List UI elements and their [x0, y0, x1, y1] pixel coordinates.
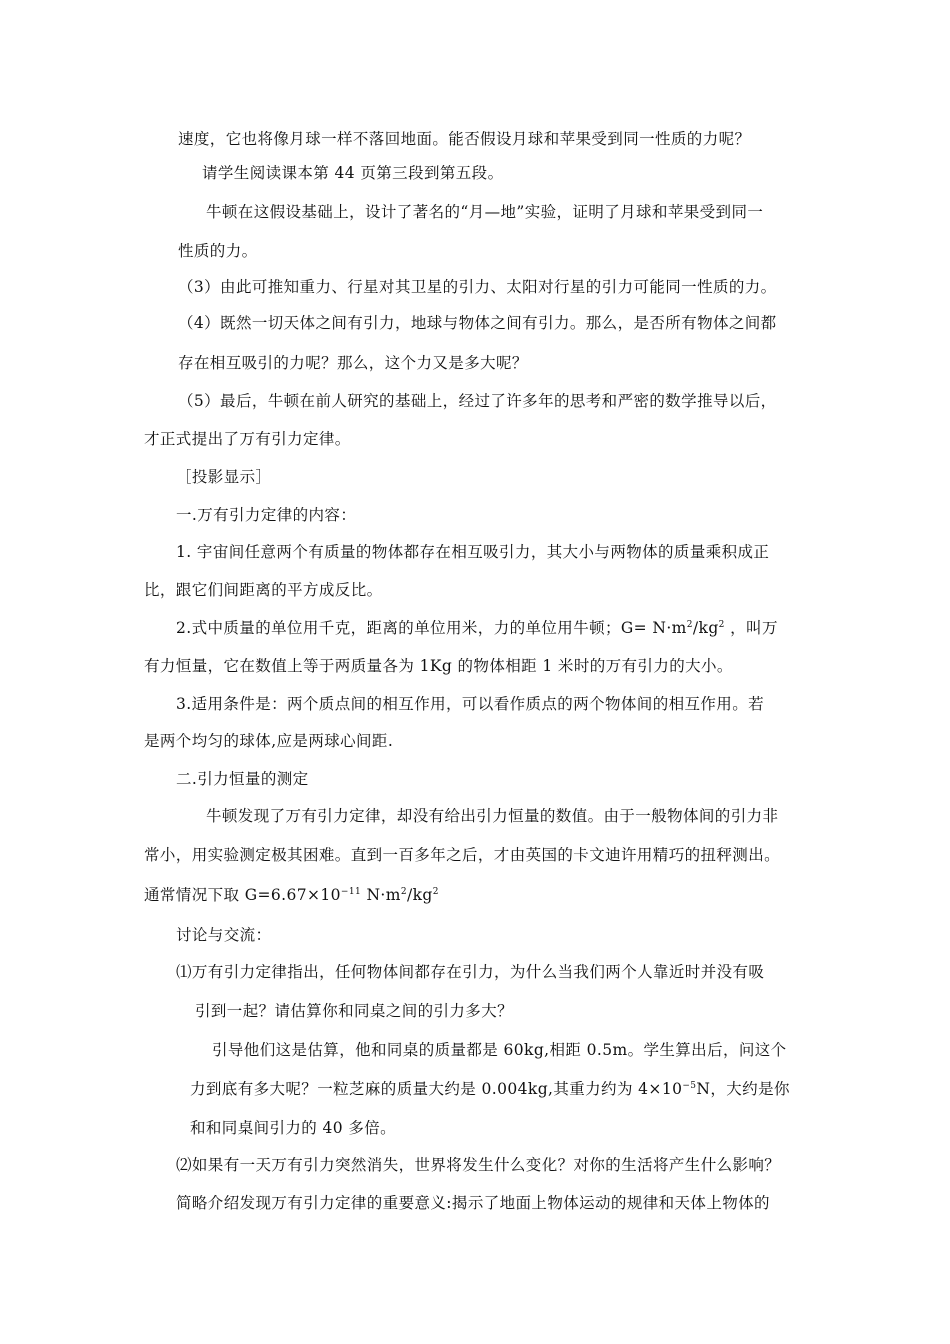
paragraph-line: 引导他们这是估算，他和同桌的质量都是 60kg,相距 0.5m。学生算出后，问这个 — [212, 1041, 787, 1059]
paragraph-line: 有力恒量，它在数值上等于两质量各为 1Kg 的物体相距 1 米时的万有引力的大小。 — [144, 657, 733, 675]
paragraph-line: （5）最后，牛顿在前人研究的基础上，经过了许多年的思考和严密的数学推导以后， — [178, 392, 777, 410]
paragraph-line: 比，跟它们间距离的平方成反比。 — [144, 581, 383, 599]
paragraph-line: 才正式提出了万有引力定律。 — [144, 430, 351, 448]
paragraph-line: 常小，用实验测定极其困难。直到一百多年之后，才由英国的卡文迪许用精巧的扭秤测出。 — [144, 846, 781, 864]
paragraph-line: （4）既然一切天体之间有引力，地球与物体之间有引力。那么，是否所有物体之间都 — [178, 314, 777, 332]
paragraph-line: 请学生阅读课本第 44 页第三段到第五段。 — [202, 164, 504, 182]
paragraph-line: 性质的力。 — [178, 242, 258, 260]
paragraph-line: 和和同桌间引力的 40 多倍。 — [190, 1119, 397, 1137]
paragraph-line: 牛顿在这假设基础上，设计了著名的“月—地”实验，证明了月球和苹果受到同一 — [206, 203, 764, 221]
paragraph-line: ⑴万有引力定律指出，任何物体间都存在引力，为什么当我们两个人靠近时并没有吸 — [176, 963, 765, 981]
paragraph-line: 牛顿发现了万有引力定律，却没有给出引力恒量的数值。由于一般物体间的引力非 — [206, 807, 779, 825]
section-heading: 二.引力恒量的测定 — [176, 770, 309, 788]
paragraph-line: 3.适用条件是：两个质点间的相互作用，可以看作质点的两个物体间的相互作用。若 — [176, 695, 764, 713]
paragraph-line: 引到一起？请估算你和同桌之间的引力多大？ — [195, 1002, 514, 1020]
paragraph-line: 2.式中质量的单位用千克，距离的单位用米，力的单位用牛顿；$G= N\cdot m^2/kg^2$ ，叫万 — [176, 619, 778, 637]
paragraph-line: 简略介绍发现万有引力定律的重要意义:揭示了地面上物体运动的规律和天体上物体的 — [176, 1194, 770, 1212]
section-label: 讨论与交流： — [176, 926, 272, 944]
paragraph-line: 速度，它也将像月球一样不落回地面。能否假设月球和苹果受到同一性质的力呢？ — [178, 130, 751, 148]
paragraph-line: 存在相互吸引的力呢？那么，这个力又是多大呢？ — [178, 354, 528, 372]
paragraph-line: 是两个均匀的球体,应是两球心间距. — [144, 732, 394, 750]
paragraph-line: ⑵如果有一天万有引力突然消失，世界将发生什么变化？对你的生活将产生什么影响？ — [176, 1156, 781, 1174]
paragraph-line: 通常情况下取 $G=6.67\times 10^{-11}$ $N\cdot m^2/kg^2$ — [144, 886, 439, 904]
paragraph-line: （3）由此可推知重力、行星对其卫星的引力、太阳对行星的引力可能同一性质的力。 — [178, 278, 777, 296]
section-heading: 一.万有引力定律的内容： — [176, 506, 357, 524]
paragraph-line: 力到底有多大呢？一粒芝麻的质量大约是 0.004kg,其重力约为 $4\times 10^{-5}N$，大约是你 — [190, 1080, 790, 1098]
paragraph-line: 1. 宇宙间任意两个有质量的物体都存在相互吸引力，其大小与两物体的质量乘积成正 — [176, 543, 770, 561]
section-label: ［投影显示］ — [176, 468, 272, 486]
